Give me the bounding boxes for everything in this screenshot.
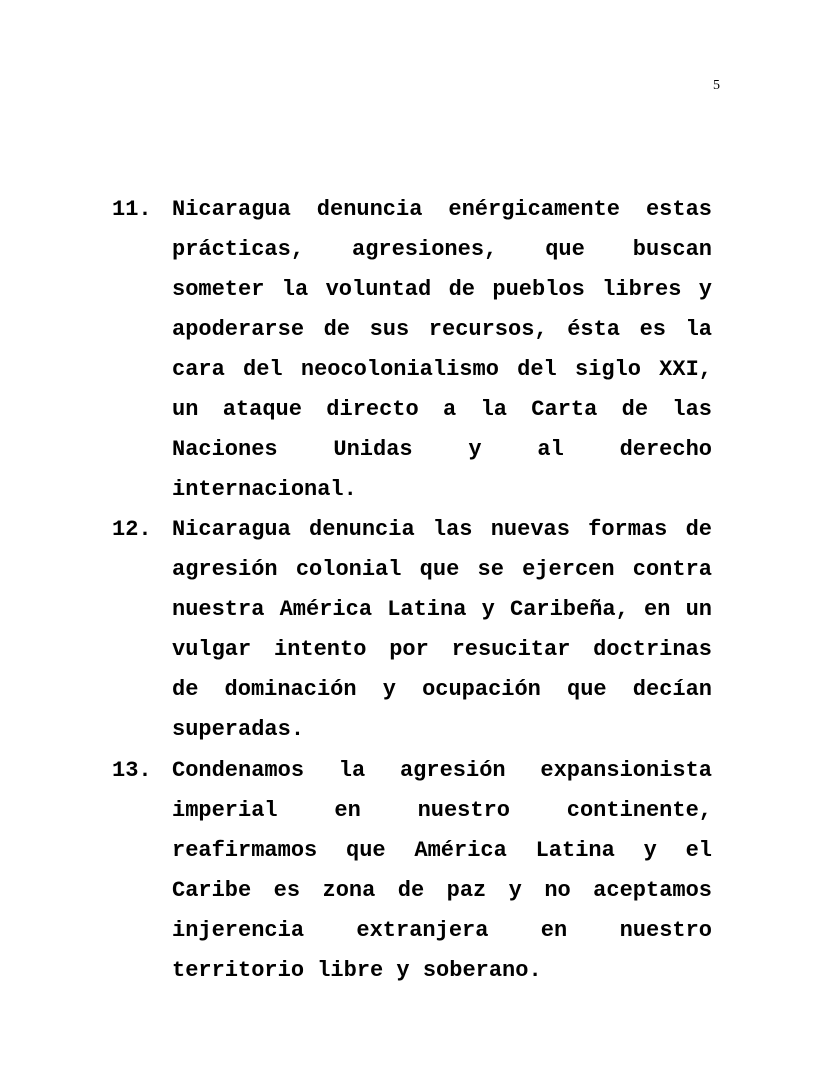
paragraph-text: Nicaragua denuncia enérgicamente estas prácticas, agresiones, que buscan someter la voluntad de pueblos libres y apoderarse de sus recursos, ésta es la cara del neocolonialismo del siglo XXI, un ataque directo a la Carta de las Naciones Unidas y al derecho internacional. (172, 197, 712, 502)
paragraph-number: 13. (112, 758, 152, 783)
numbered-paragraph (112, 510, 712, 750)
paragraph-number: 12. (112, 517, 152, 542)
page-number: 5 (713, 78, 720, 93)
numbered-paragraph (112, 190, 712, 510)
paragraph-text: Nicaragua denuncia las nuevas formas de agresión colonial que se ejercen contra nuestra América Latina y Caribeña, en un vulgar intento por resucitar doctrinas de dominación y ocupación que decían superadas. (172, 517, 712, 742)
numbered-paragraph (112, 751, 712, 991)
paragraph-text: Condenamos la agresión expansionista imperial en nuestro continente, reafirmamos que América Latina y el Caribe es zona de paz y no aceptamos injerencia extranjera en nuestro territorio libre y soberano. (172, 758, 712, 983)
paragraph-number: 11. (112, 197, 152, 222)
